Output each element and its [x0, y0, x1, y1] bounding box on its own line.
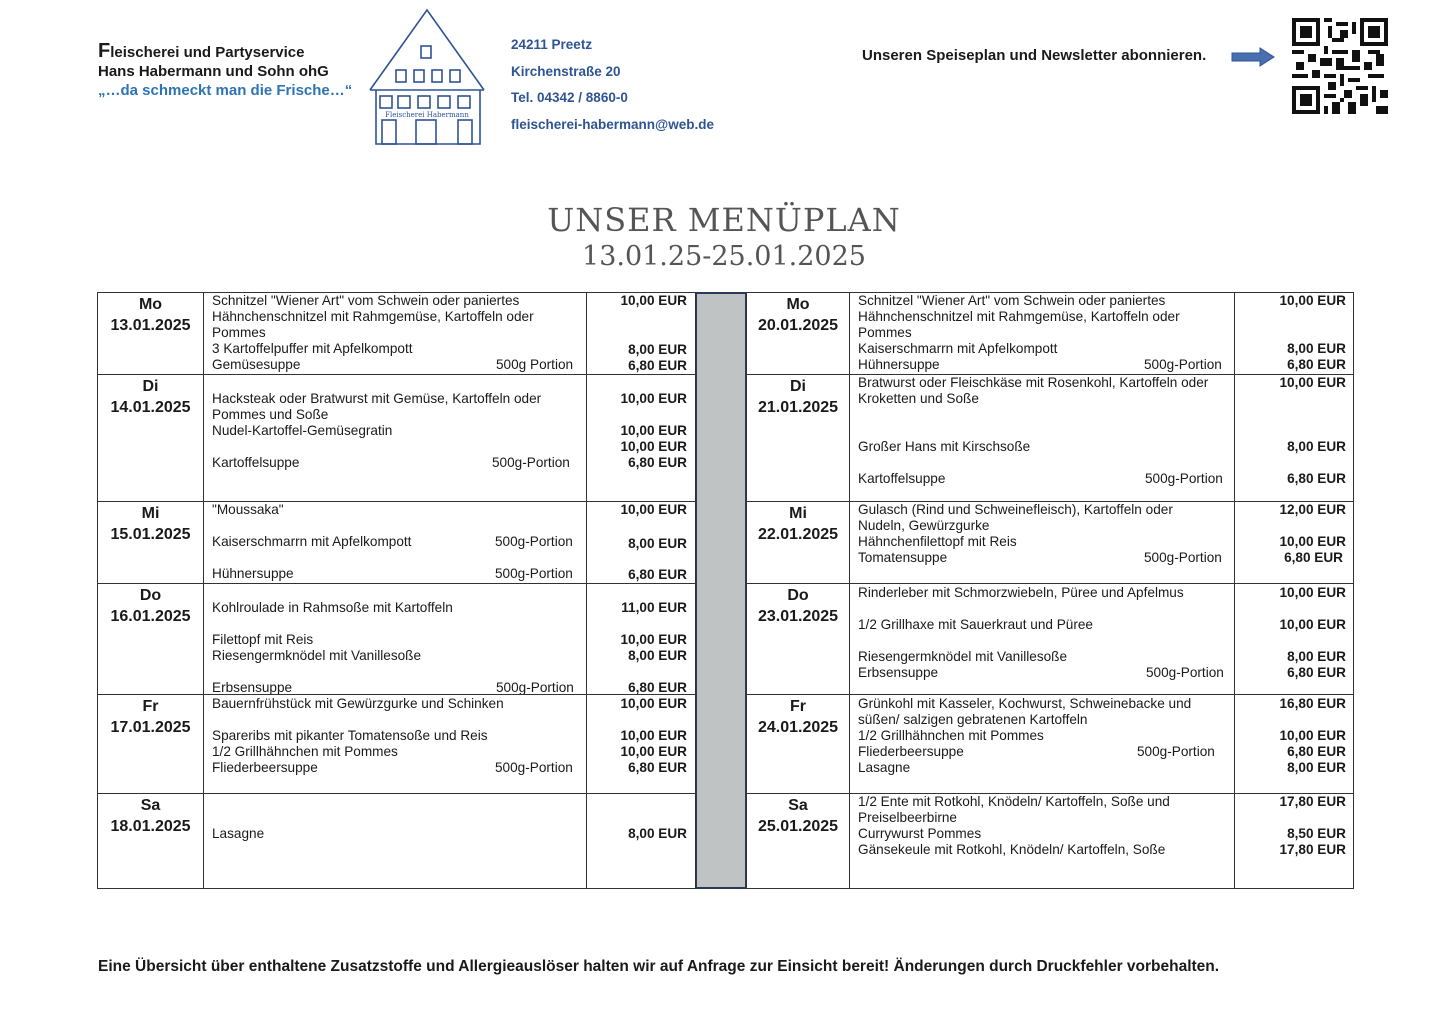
price: 10,00 EUR	[620, 632, 687, 647]
price: 10,00 EUR	[620, 728, 687, 743]
dish-line: Bauernfrühstück mit Gewürzgurke und Schinken	[212, 696, 504, 711]
price: 10,00 EUR	[1279, 728, 1346, 743]
day-date: 25.01.2025	[757, 818, 839, 835]
arrow-right-icon	[1230, 45, 1276, 69]
dish-line: Rinderleber mit Schmorzwiebeln, Püree und Apfelmus	[858, 585, 1184, 600]
day-row-do-16	[97, 583, 696, 695]
dish-line: Gemüsesuppe	[212, 357, 301, 372]
dish-cell	[204, 695, 587, 793]
dish-line: Gulasch (Rind und Schweinefleisch), Kartoffeln oder	[858, 502, 1173, 517]
day-name: Sa	[788, 797, 808, 814]
day-name: Fr	[790, 698, 806, 715]
company-line1	[98, 42, 352, 62]
dish-line: Schnitzel "Wiener Art" vom Schwein oder paniertes	[212, 293, 520, 308]
price: 6,80 EUR	[628, 455, 687, 470]
dish-line: Nudel-Kartoffel-Gemüsegratin	[212, 423, 393, 438]
dish-line: Bratwurst oder Fleischkäse mit Rosenkohl, Kartoffeln oder	[858, 375, 1209, 390]
day-label	[747, 794, 850, 888]
price: 10,00 EUR	[620, 423, 687, 438]
portion-label: 500g-Portion	[1137, 744, 1215, 759]
price: 8,00 EUR	[628, 826, 687, 841]
price: 10,00 EUR	[620, 696, 687, 711]
price: 10,00 EUR	[1279, 585, 1346, 600]
day-name: Mi	[141, 505, 160, 522]
day-row-mi-22	[746, 501, 1354, 584]
day-row-sa-18	[97, 793, 696, 889]
day-date: 21.01.2025	[757, 399, 839, 416]
day-date: 24.01.2025	[757, 719, 839, 736]
dish-line: Lasagne	[858, 760, 911, 775]
portion-label: 500g-Portion	[1145, 471, 1223, 486]
day-date: 18.01.2025	[110, 818, 191, 835]
day-row-fr-24	[746, 694, 1354, 794]
dish-line: "Moussaka"	[212, 502, 284, 517]
portion-label: 500g-Portion	[492, 455, 570, 470]
slogan: „…da schmeckt man die Frische…“	[98, 82, 353, 99]
dish-line: Hähnchenschnitzel mit Rahmgemüse, Kartoffeln oder	[212, 309, 534, 324]
dish-line: Riesengermknödel mit Vanillesoße	[212, 648, 422, 663]
dish-cell	[204, 293, 587, 374]
price-cell	[587, 695, 695, 793]
portion-label: 500g-Portion	[1144, 550, 1222, 565]
dish-line: Lasagne	[212, 826, 265, 841]
dish-line: 1/2 Grillhähnchen mit Pommes	[212, 744, 398, 759]
day-date: 20.01.2025	[757, 317, 839, 334]
dish-line: 1/2 Ente mit Rotkohl, Knödeln/ Kartoffeln, Soße und	[858, 794, 1170, 809]
price: 8,00 EUR	[1287, 341, 1346, 356]
dish-line: Filettopf mit Reis	[212, 632, 314, 647]
building-logo	[366, 4, 488, 146]
price: 6,80 EUR	[628, 760, 687, 775]
day-row-di-21	[746, 374, 1354, 502]
dish-line: Pommes und Soße	[212, 407, 329, 422]
dish-line: 1/2 Grillhähnchen mit Pommes	[858, 728, 1044, 743]
dish-cell	[204, 794, 587, 888]
price-cell	[1235, 293, 1355, 374]
title-line1: UNSER MENÜPLAN	[547, 201, 901, 239]
portion-label: 500g-Portion	[496, 680, 574, 695]
day-date: 22.01.2025	[757, 526, 839, 543]
dish-line: Kartoffelsuppe	[212, 455, 300, 470]
day-label	[747, 293, 850, 374]
day-name: Fr	[142, 698, 159, 715]
price-cell	[1235, 375, 1355, 501]
portion-label: 500g-Portion	[495, 566, 573, 581]
dish-cell	[850, 502, 1235, 583]
address-street: Kirchenstraße 20	[511, 63, 621, 79]
dish-line: Spareribs mit pikanter Tomatensoße und Reis	[212, 728, 488, 743]
day-label	[98, 375, 204, 501]
day-label	[98, 293, 204, 374]
price-cell	[587, 794, 695, 888]
address-city: 24211 Preetz	[511, 37, 593, 52]
day-date: 17.01.2025	[110, 719, 191, 736]
day-date: 14.01.2025	[110, 399, 191, 416]
dish-line: Schnitzel "Wiener Art" vom Schwein oder paniertes	[858, 293, 1166, 308]
price-cell	[587, 502, 695, 583]
portion-label: 500g-Portion	[495, 760, 573, 775]
portion-label: 500g-Portion	[1146, 665, 1224, 680]
price: 6,80 EUR	[1287, 357, 1346, 372]
price: 6,80 EUR	[1284, 550, 1343, 565]
newsletter-text: Unseren Speiseplan und Newsletter abonnieren.	[862, 47, 1207, 64]
price: 10,00 EUR	[1279, 375, 1346, 390]
address-block	[511, 32, 714, 138]
price: 8,00 EUR	[628, 342, 687, 357]
price: 6,80 EUR	[1287, 665, 1346, 680]
portion-label: 500g-Portion	[1144, 357, 1222, 372]
price-cell	[1235, 584, 1355, 694]
price: 8,00 EUR	[1287, 649, 1346, 664]
dish-cell	[204, 502, 587, 583]
price: 10,00 EUR	[620, 439, 687, 454]
price: 10,00 EUR	[1279, 293, 1346, 308]
price: 10,00 EUR	[1279, 534, 1346, 549]
day-row-do-23	[746, 583, 1354, 695]
dish-line: Kaiserschmarrn mit Apfelkompott	[212, 534, 412, 549]
day-label	[98, 584, 204, 694]
portion-label: 500g-Portion	[495, 534, 573, 549]
day-name: Mo	[786, 296, 810, 313]
dish-line: süßen/ salzigen gebratenen Kartoffeln	[858, 712, 1088, 727]
dish-line: Kartoffelsuppe	[858, 471, 946, 486]
price: 12,00 EUR	[1279, 502, 1346, 517]
day-label	[747, 502, 850, 583]
dish-cell	[850, 695, 1235, 793]
day-label	[747, 695, 850, 793]
day-date: 15.01.2025	[110, 526, 191, 543]
address-email[interactable]: fleischerei-habermann@web.de	[511, 116, 714, 132]
price: 16,80 EUR	[1279, 696, 1346, 711]
dish-line: Preiselbeerbirne	[858, 810, 957, 825]
dish-line: Grünkohl mit Kasseler, Kochwurst, Schweinebacke und	[858, 696, 1192, 711]
company-block	[98, 42, 352, 100]
day-name: Mo	[138, 296, 163, 313]
price: 10,00 EUR	[620, 391, 687, 406]
dish-line: Erbsensuppe	[858, 665, 939, 680]
day-date: 13.01.2025	[110, 317, 191, 334]
day-label	[98, 502, 204, 583]
portion-label: 500g Portion	[496, 357, 574, 372]
dish-line: Fliederbeersuppe	[212, 760, 318, 775]
day-name: Do	[139, 587, 162, 604]
day-row-mi-15	[97, 501, 696, 584]
dish-cell	[850, 794, 1235, 888]
dish-line: 3 Kartoffelpuffer mit Apfelkompott	[212, 341, 413, 356]
price: 8,00 EUR	[628, 648, 687, 663]
menu-title	[0, 200, 1448, 274]
price: 10,00 EUR	[620, 744, 687, 759]
dish-line: Kaiserschmarrn mit Apfelkompott	[858, 341, 1058, 356]
price-cell	[1235, 695, 1355, 793]
dish-cell	[204, 375, 587, 501]
dish-cell	[850, 584, 1235, 694]
price: 10,00 EUR	[620, 293, 687, 308]
price: 17,80 EUR	[1279, 842, 1346, 857]
price: 11,00 EUR	[621, 600, 687, 615]
dish-line: Kroketten und Soße	[858, 391, 979, 406]
day-row-fr-17	[97, 694, 696, 794]
day-label	[98, 695, 204, 793]
price: 10,00 EUR	[620, 502, 687, 517]
company-line1-rest: leischerei und Partyservice	[110, 44, 305, 61]
price-cell	[1235, 794, 1355, 888]
address-phone: Tel. 04342 / 8860-0	[511, 90, 628, 105]
price-cell	[1235, 502, 1355, 583]
day-date: 23.01.2025	[757, 608, 839, 625]
day-name: Sa	[140, 797, 161, 814]
price: 6,80 EUR	[628, 680, 687, 695]
day-row-sa-25	[746, 793, 1354, 889]
dish-line: Pommes	[858, 325, 912, 340]
price: 17,80 EUR	[1279, 794, 1346, 809]
company-line2: Hans Habermann und Sohn ohG	[98, 63, 329, 80]
price: 8,00 EUR	[628, 536, 687, 551]
price-cell	[587, 584, 695, 694]
day-name: Mi	[789, 505, 807, 522]
dish-line: Kohlroulade in Rahmsoße mit Kartoffeln	[212, 600, 453, 615]
price: 10,00 EUR	[1279, 617, 1346, 632]
price: 6,80 EUR	[628, 358, 687, 373]
day-row-mo-13	[97, 292, 696, 375]
price: 6,80 EUR	[1287, 744, 1346, 759]
dish-line: Hühnersuppe	[212, 566, 294, 581]
dish-cell	[204, 584, 587, 694]
dish-line: Hühnersuppe	[858, 357, 940, 372]
dish-line: Großer Hans mit Kirschsoße	[858, 439, 1031, 454]
day-row-di-14	[97, 374, 696, 502]
price-cell	[587, 375, 695, 501]
qr-code-icon[interactable]	[1292, 18, 1388, 114]
allergen-note: Eine Übersicht über enthaltene Zusatzstoffe und Allergieauslöser halten wir auf Anfrage zur Einsicht bereit! Änderungen durch Druckfehler vorbehalten.	[98, 958, 1220, 975]
day-row-mo-20	[746, 292, 1354, 375]
day-name: Do	[787, 587, 809, 604]
price: 6,80 EUR	[628, 567, 687, 582]
dish-line: 1/2 Grillhaxe mit Sauerkraut und Püree	[858, 617, 1093, 632]
day-label	[747, 584, 850, 694]
title-line2: 13.01.25-25.01.2025	[582, 241, 866, 272]
logo-sign: Fleischerei Habermann	[385, 111, 469, 119]
price-cell	[587, 293, 695, 374]
day-label	[98, 794, 204, 888]
dish-line: Erbsensuppe	[212, 680, 293, 695]
company-initial: F	[98, 40, 111, 62]
day-date: 16.01.2025	[110, 608, 191, 625]
dish-line: Currywurst Pommes	[858, 826, 982, 841]
dish-line: Fliederbeersuppe	[858, 744, 964, 759]
price: 8,00 EUR	[1287, 760, 1346, 775]
dish-line: Nudeln, Gewürzgurke	[858, 518, 990, 533]
dish-line: Hähnchenschnitzel mit Rahmgemüse, Kartoffeln oder	[858, 309, 1180, 324]
dish-line: Riesengermknödel mit Vanillesoße	[858, 649, 1068, 664]
price: 8,00 EUR	[1287, 439, 1346, 454]
day-name: Di	[790, 378, 806, 395]
dish-line: Hähnchenfilettopf mit Reis	[858, 534, 1017, 549]
dish-line: Hacksteak oder Bratwurst mit Gemüse, Kartoffeln oder	[212, 391, 542, 406]
price: 8,50 EUR	[1287, 826, 1346, 841]
day-name: Di	[142, 378, 159, 395]
dish-cell	[850, 293, 1235, 374]
dish-cell	[850, 375, 1235, 501]
dish-line: Gänsekeule mit Rotkohl, Knödeln/ Kartoffeln, Soße	[858, 842, 1166, 857]
day-label	[747, 375, 850, 501]
price: 6,80 EUR	[1287, 471, 1346, 486]
center-divider	[695, 292, 747, 889]
dish-line: Tomatensuppe	[858, 550, 948, 565]
dish-line: Pommes	[212, 325, 266, 340]
